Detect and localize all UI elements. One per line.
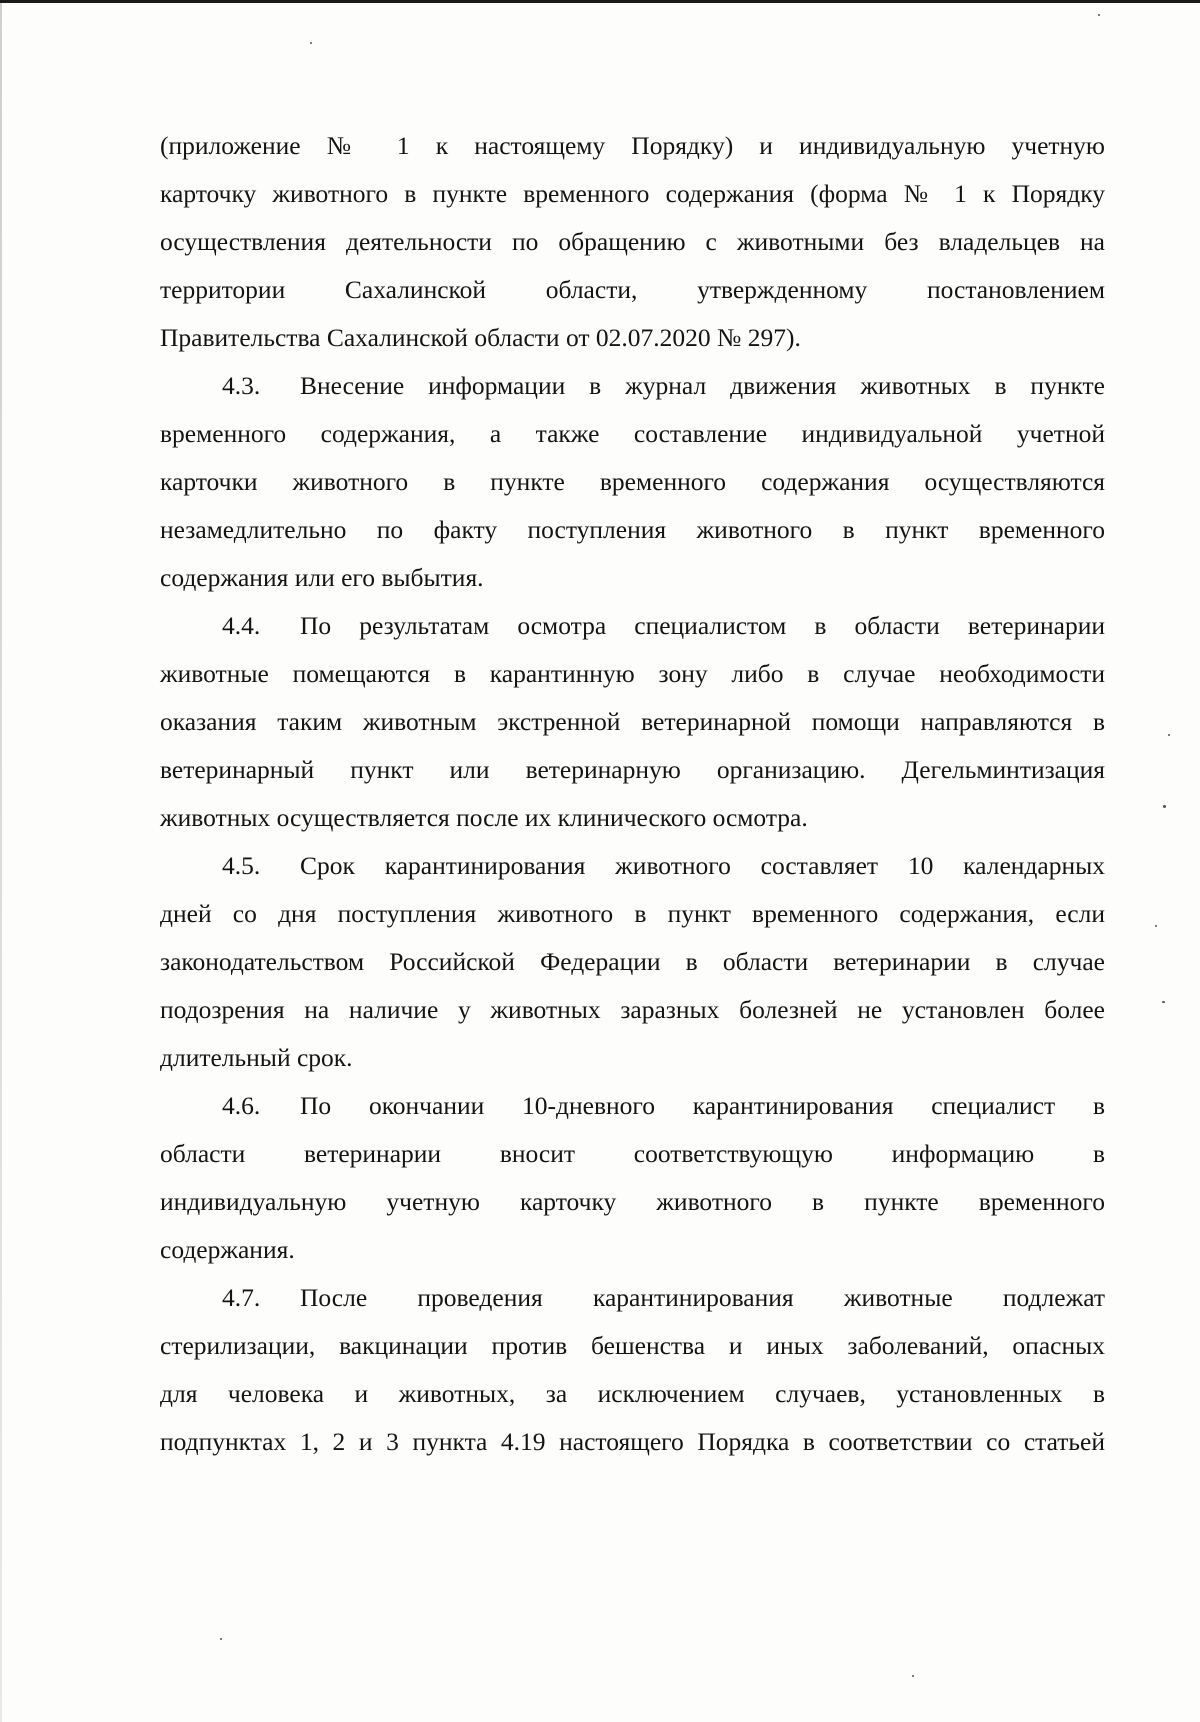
text-line: подозрения на наличие у животных заразных болезней не установлен более: [160, 995, 1105, 1024]
text-line: длительный срок.: [160, 1043, 353, 1072]
text-line: индивидуальную учетную карточку животного в пункте временного: [160, 1187, 1105, 1216]
text-line: дней со дня поступления животного в пункт временного содержания, если: [160, 899, 1105, 928]
text-line: животных осуществляется после их клинического осмотра.: [160, 803, 808, 832]
clause-first-line: [160, 362, 1105, 410]
scan-speck: [912, 1675, 914, 1677]
clause-first-line: [160, 842, 1105, 890]
text-line: подпунктах 1, 2 и 3 пункта 4.19 настоящего Порядка в соответствии со статьей: [160, 1427, 1105, 1456]
clause-4-6: [160, 1082, 1105, 1274]
text-line: По результатам осмотра специалистом в области ветеринарии: [300, 611, 1105, 640]
text-line: содержания или его выбытия.: [160, 563, 484, 592]
text-line: Внесение информации в журнал движения животных в пункте: [300, 371, 1105, 400]
scan-speck: [1162, 1001, 1165, 1003]
intro-paragraph: [160, 122, 1105, 362]
text-line: области ветеринарии вносит соответствующую информацию в: [160, 1139, 1105, 1168]
text-line: территории Сахалинской области, утвержденному постановлением: [160, 275, 1105, 304]
text-line: (приложение № 1 к настоящему Порядку) и индивидуальную учетную: [160, 131, 1105, 160]
scan-speck: [220, 1638, 222, 1640]
text-line: оказания таким животным экстренной ветеринарной помощи направляются в: [160, 707, 1105, 736]
top-border-line: [0, 0, 1200, 3]
scan-speck: [1163, 805, 1166, 808]
text-line: незамедлительно по факту поступления животного в пункт временного: [160, 515, 1105, 544]
text-line: временного содержания, а также составление индивидуальной учетной: [160, 419, 1105, 448]
scan-speck: [1098, 14, 1100, 16]
clause-number: 4.4.: [222, 611, 261, 640]
clause-4-4: [160, 602, 1105, 842]
clause-number: 4.6.: [222, 1091, 261, 1120]
clause-number: 4.5.: [222, 851, 261, 880]
text-line: карточки животного в пункте временного содержания осуществляются: [160, 467, 1105, 496]
clause-first-line: [160, 1274, 1105, 1322]
clause-4-7: [160, 1274, 1105, 1466]
document-body: [160, 122, 1105, 1466]
clause-first-line: [160, 1082, 1105, 1130]
text-line: животные помещаются в карантинную зону либо в случае необходимости: [160, 659, 1105, 688]
scan-speck: [1155, 925, 1157, 927]
scan-speck: [1168, 734, 1170, 736]
clause-number: 4.3.: [222, 371, 261, 400]
text-line: ветеринарный пункт или ветеринарную организацию. Дегельминтизация: [160, 755, 1105, 784]
text-line: для человека и животных, за исключением случаев, установленных в: [160, 1379, 1105, 1408]
text-line: законодательством Российской Федерации в области ветеринарии в случае: [160, 947, 1105, 976]
text-line: Правительства Сахалинской области от 02.07.2020 № 297).: [160, 323, 801, 352]
clause-number: 4.7.: [222, 1283, 261, 1312]
text-line: осуществления деятельности по обращению с животными без владельцев на: [160, 227, 1105, 256]
scan-edge: [0, 0, 2, 1722]
text-line: После проведения карантинирования животные подлежат: [300, 1283, 1105, 1312]
text-line: стерилизации, вакцинации против бешенства и иных заболеваний, опасных: [160, 1331, 1105, 1360]
scan-speck: [310, 42, 312, 44]
clause-4-5: [160, 842, 1105, 1082]
text-line: карточку животного в пункте временного содержания (форма № 1 к Порядку: [160, 179, 1105, 208]
text-line: Срок карантинирования животного составляет 10 календарных: [300, 851, 1105, 880]
text-line: содержания.: [160, 1235, 295, 1264]
clause-4-3: [160, 362, 1105, 602]
clause-first-line: [160, 602, 1105, 650]
text-line: По окончании 10-дневного карантинирования специалист в: [300, 1091, 1105, 1120]
